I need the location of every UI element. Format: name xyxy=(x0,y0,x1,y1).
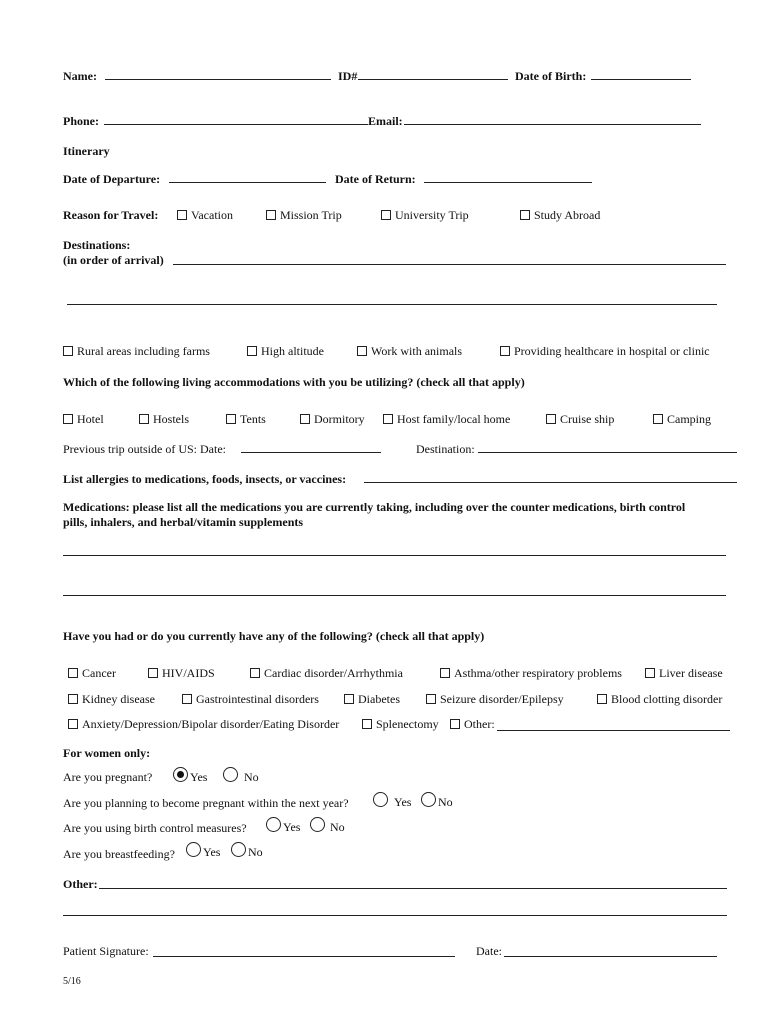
accom-hostels[interactable]: Hostels xyxy=(139,412,189,426)
other-field-1[interactable] xyxy=(99,888,727,889)
checkbox-icon xyxy=(177,210,187,220)
checkbox-icon xyxy=(597,694,607,704)
reason-vacation[interactable]: Vacation xyxy=(177,208,233,222)
checkbox-icon xyxy=(362,719,372,729)
checkbox-icon xyxy=(300,414,310,424)
allergies-label: List allergies to medications, foods, insects, or vaccines: xyxy=(63,472,347,486)
checkbox-icon xyxy=(426,694,436,704)
dob-label: Date of Birth: xyxy=(515,69,587,83)
checkbox-icon xyxy=(247,346,257,356)
pregnant-yes-radio[interactable]: Yes xyxy=(173,767,207,784)
checkbox-icon xyxy=(645,668,655,678)
dob-field[interactable] xyxy=(591,79,691,80)
footer-revision: 5/16 xyxy=(63,976,81,987)
email-field[interactable] xyxy=(404,124,701,125)
checkbox-icon xyxy=(357,346,367,356)
planning-no-radio[interactable]: No xyxy=(421,792,453,809)
accom-tents[interactable]: Tents xyxy=(226,412,266,426)
checkbox-icon xyxy=(182,694,192,704)
return-label: Date of Return: xyxy=(335,172,416,186)
condition-gastrointestinal[interactable]: Gastrointestinal disorders xyxy=(182,692,319,706)
checkbox-icon xyxy=(440,668,450,678)
checkbox-icon xyxy=(381,210,391,220)
accom-dormitory[interactable]: Dormitory xyxy=(300,412,365,426)
checkbox-icon xyxy=(520,210,530,220)
planning-pregnant-question: Are you planning to become pregnant within the next year? xyxy=(63,796,349,810)
id-label: ID# xyxy=(338,69,358,83)
radio-icon xyxy=(266,817,281,832)
checkbox-icon xyxy=(68,719,78,729)
signature-date-field[interactable] xyxy=(504,956,717,957)
accom-host-family[interactable]: Host family/local home xyxy=(383,412,510,426)
return-field[interactable] xyxy=(424,182,592,183)
destinations-sub: (in order of arrival) xyxy=(63,253,164,267)
checkbox-icon xyxy=(139,414,149,424)
condition-other-field[interactable] xyxy=(497,730,730,731)
checkbox-icon xyxy=(653,414,663,424)
other-field-2[interactable] xyxy=(63,915,727,916)
signature-date-label: Date: xyxy=(476,944,502,958)
reason-label: Reason for Travel: xyxy=(63,208,159,222)
email-label: Email: xyxy=(368,114,403,128)
breastfeeding-yes-radio[interactable]: Yes xyxy=(186,842,220,859)
checkbox-icon xyxy=(68,668,78,678)
checkbox-icon xyxy=(344,694,354,704)
previous-trip-label: Previous trip outside of US: Date: xyxy=(63,442,226,456)
radio-selected-icon xyxy=(173,767,188,782)
activity-high-altitude[interactable]: High altitude xyxy=(247,344,324,358)
checkbox-icon xyxy=(68,694,78,704)
phone-field[interactable] xyxy=(104,124,368,125)
name-label: Name: xyxy=(63,69,97,83)
radio-icon xyxy=(223,767,238,782)
other-label: Other: xyxy=(63,877,98,891)
radio-icon xyxy=(231,842,246,857)
reason-mission-trip[interactable]: Mission Trip xyxy=(266,208,342,222)
condition-asthma[interactable]: Asthma/other respiratory problems xyxy=(440,666,622,680)
checkbox-icon xyxy=(450,719,460,729)
itinerary-heading: Itinerary xyxy=(63,144,110,158)
departure-field[interactable] xyxy=(169,182,326,183)
condition-kidney[interactable]: Kidney disease xyxy=(68,692,155,706)
departure-label: Date of Departure: xyxy=(63,172,161,186)
accom-hotel[interactable]: Hotel xyxy=(63,412,104,426)
medications-label-1: Medications: please list all the medications you are currently taking, including over the counter medications, birth control xyxy=(63,500,686,514)
accom-camping[interactable]: Camping xyxy=(653,412,711,426)
women-heading: For women only: xyxy=(63,746,151,760)
accommodations-question: Which of the following living accommodations with you be utilizing? (check all that apply) xyxy=(63,375,525,389)
name-field[interactable] xyxy=(105,79,331,80)
pregnant-question: Are you pregnant? xyxy=(63,770,153,784)
birth-control-question: Are you using birth control measures? xyxy=(63,821,247,835)
activity-healthcare[interactable]: Providing healthcare in hospital or clinic xyxy=(500,344,710,358)
checkbox-icon xyxy=(148,668,158,678)
id-field[interactable] xyxy=(358,79,508,80)
condition-seizure[interactable]: Seizure disorder/Epilepsy xyxy=(426,692,564,706)
previous-trip-date-field[interactable] xyxy=(241,452,381,453)
accom-cruise-ship[interactable]: Cruise ship xyxy=(546,412,614,426)
condition-other[interactable]: Other: xyxy=(450,717,495,731)
reason-study-abroad[interactable]: Study Abroad xyxy=(520,208,600,222)
destinations-field-1[interactable] xyxy=(173,264,726,265)
checkbox-icon xyxy=(500,346,510,356)
checkbox-icon xyxy=(546,414,556,424)
signature-field[interactable] xyxy=(153,956,455,957)
destinations-label: Destinations: xyxy=(63,238,131,252)
condition-splenectomy[interactable]: Splenectomy xyxy=(362,717,439,731)
condition-cancer[interactable]: Cancer xyxy=(68,666,116,680)
phone-label: Phone: xyxy=(63,114,99,128)
condition-hiv-aids[interactable]: HIV/AIDS xyxy=(148,666,215,680)
condition-liver[interactable]: Liver disease xyxy=(645,666,723,680)
medications-label-2: pills, inhalers, and herbal/vitamin supplements xyxy=(63,515,304,529)
radio-icon xyxy=(421,792,436,807)
activity-animals[interactable]: Work with animals xyxy=(357,344,462,358)
radio-icon xyxy=(310,817,325,832)
pregnant-no-radio[interactable]: No xyxy=(223,767,259,784)
checkbox-icon xyxy=(250,668,260,678)
checkbox-icon xyxy=(383,414,393,424)
checkbox-icon xyxy=(266,210,276,220)
medications-field-2[interactable] xyxy=(63,595,726,596)
breastfeeding-question: Are you breastfeeding? xyxy=(63,847,175,861)
birth-control-no-radio[interactable]: No xyxy=(310,817,345,834)
breastfeeding-no-radio[interactable]: No xyxy=(231,842,263,859)
condition-cardiac[interactable]: Cardiac disorder/Arrhythmia xyxy=(250,666,403,680)
checkbox-icon xyxy=(63,346,73,356)
conditions-question: Have you had or do you currently have any of the following? (check all that apply) xyxy=(63,629,485,643)
activity-rural[interactable]: Rural areas including farms xyxy=(63,344,210,358)
condition-anxiety[interactable]: Anxiety/Depression/Bipolar disorder/Eating Disorder xyxy=(68,717,339,731)
radio-icon xyxy=(186,842,201,857)
previous-trip-destination-field[interactable] xyxy=(478,452,737,453)
checkbox-icon xyxy=(226,414,236,424)
planning-yes-radio[interactable]: Yes xyxy=(373,792,411,809)
destinations-field-2[interactable] xyxy=(67,304,717,305)
birth-control-yes-radio[interactable]: Yes xyxy=(266,817,300,834)
checkbox-icon xyxy=(63,414,73,424)
previous-trip-destination-label: Destination: xyxy=(416,442,475,456)
medications-field-1[interactable] xyxy=(63,555,726,556)
signature-label: Patient Signature: xyxy=(63,944,149,958)
radio-icon xyxy=(373,792,388,807)
allergies-field[interactable] xyxy=(364,482,737,483)
condition-blood-clotting[interactable]: Blood clotting disorder xyxy=(597,692,722,706)
reason-university-trip[interactable]: University Trip xyxy=(381,208,469,222)
condition-diabetes[interactable]: Diabetes xyxy=(344,692,400,706)
